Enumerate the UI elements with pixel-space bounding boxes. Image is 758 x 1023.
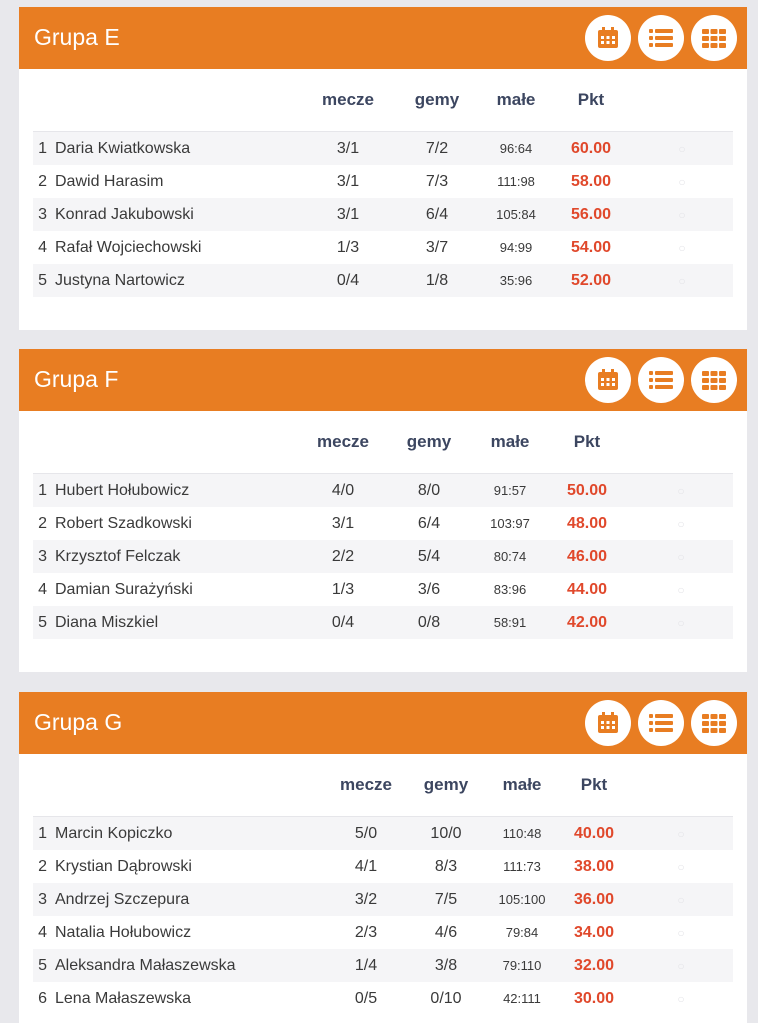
points-value: 40.00 bbox=[559, 817, 629, 851]
grid-icon bbox=[702, 713, 726, 733]
position: 3 bbox=[33, 883, 55, 916]
games-value: 5/4 bbox=[383, 540, 475, 573]
list-icon bbox=[649, 28, 673, 48]
position: 2 bbox=[38, 514, 47, 532]
column-header-matches: mecze bbox=[303, 411, 383, 474]
games-value: 7/3 bbox=[425, 172, 449, 190]
group-card-e bbox=[19, 7, 747, 330]
grid-view-button[interactable] bbox=[691, 15, 737, 61]
points-value: 60.00 bbox=[551, 132, 631, 166]
table-row[interactable] bbox=[33, 198, 733, 231]
small-points-value: 103:97 bbox=[490, 516, 530, 531]
grid-icon bbox=[702, 28, 726, 48]
column-header-points: Pkt bbox=[545, 411, 629, 474]
player-name[interactable]: Lena Małaszewska bbox=[55, 989, 192, 1007]
matches-value: 3/1 bbox=[303, 132, 393, 166]
table-header-row bbox=[33, 411, 733, 474]
points-value: 34.00 bbox=[573, 923, 615, 941]
small-points-value: 35:96 bbox=[481, 264, 551, 297]
row-indicator-icon: ○ bbox=[678, 240, 686, 255]
group-header bbox=[19, 349, 747, 411]
games-value: 8/0 bbox=[383, 474, 475, 508]
position: 3 bbox=[33, 198, 55, 231]
column-header-games: gemy bbox=[393, 69, 481, 132]
table-row[interactable] bbox=[33, 916, 733, 949]
games-value: 3/7 bbox=[425, 238, 449, 256]
row-indicator-icon: ○ bbox=[631, 264, 733, 297]
player-name[interactable]: Dawid Harasim bbox=[55, 172, 164, 190]
points-value: 30.00 bbox=[573, 989, 615, 1007]
small-points-value: 110:48 bbox=[485, 817, 559, 851]
group-title: Grupa F bbox=[34, 366, 119, 392]
small-points-value: 42:111 bbox=[503, 991, 541, 1006]
group-card-g bbox=[19, 692, 747, 1023]
small-points-value: 111:98 bbox=[497, 174, 535, 189]
position: 5 bbox=[33, 949, 55, 982]
games-value: 6/4 bbox=[417, 514, 441, 532]
games-value: 0/8 bbox=[383, 606, 475, 639]
games-value: 4/6 bbox=[434, 923, 458, 941]
position: 1 bbox=[33, 132, 55, 166]
position: 2 bbox=[38, 857, 47, 875]
player-name[interactable]: Krystian Dąbrowski bbox=[55, 857, 192, 875]
matches-value: 2/3 bbox=[354, 923, 378, 941]
games-value: 7/2 bbox=[393, 132, 481, 166]
small-points-value: 105:84 bbox=[481, 198, 551, 231]
table-row[interactable] bbox=[33, 949, 733, 982]
points-value: 42.00 bbox=[545, 606, 629, 639]
grid-icon bbox=[702, 370, 726, 390]
row-indicator-icon: ○ bbox=[629, 949, 733, 982]
points-value: 36.00 bbox=[559, 883, 629, 916]
row-indicator-icon: ○ bbox=[629, 817, 733, 851]
games-value: 6/4 bbox=[393, 198, 481, 231]
group-title: Grupa G bbox=[34, 709, 123, 735]
matches-value: 0/4 bbox=[303, 606, 383, 639]
schedule-button[interactable] bbox=[585, 700, 631, 746]
player-name[interactable]: Krzysztof Felczak bbox=[55, 540, 303, 573]
matches-value: 0/4 bbox=[303, 264, 393, 297]
table-header-row bbox=[33, 69, 733, 132]
position: 2 bbox=[38, 172, 47, 190]
points-value: 32.00 bbox=[559, 949, 629, 982]
row-indicator-icon: ○ bbox=[629, 540, 733, 573]
player-name[interactable]: Damian Surażyński bbox=[55, 580, 193, 598]
matches-value: 3/1 bbox=[303, 198, 393, 231]
points-value: 44.00 bbox=[566, 580, 608, 598]
schedule-button[interactable] bbox=[585, 357, 631, 403]
small-points-value: 105:100 bbox=[485, 883, 559, 916]
points-value: 50.00 bbox=[545, 474, 629, 508]
small-points-value: 80:74 bbox=[475, 540, 545, 573]
row-indicator-icon: ○ bbox=[677, 859, 685, 874]
matches-value: 5/0 bbox=[325, 817, 407, 851]
list-view-button[interactable] bbox=[638, 700, 684, 746]
column-header-matches: mecze bbox=[303, 69, 393, 132]
row-indicator-icon: ○ bbox=[629, 606, 733, 639]
table-row[interactable] bbox=[33, 982, 733, 1015]
small-points-value: 91:57 bbox=[475, 474, 545, 508]
group-card-f bbox=[19, 349, 747, 672]
points-value: 38.00 bbox=[573, 857, 615, 875]
table-row[interactable] bbox=[33, 264, 733, 297]
list-view-button[interactable] bbox=[638, 15, 684, 61]
points-value: 48.00 bbox=[566, 514, 608, 532]
small-points-value: 83:96 bbox=[493, 582, 527, 597]
games-value: 8/3 bbox=[434, 857, 458, 875]
table-row[interactable] bbox=[33, 474, 733, 508]
table-row[interactable] bbox=[33, 231, 733, 264]
small-points-value: 96:64 bbox=[481, 132, 551, 166]
row-indicator-icon: ○ bbox=[629, 883, 733, 916]
matches-value: 1/4 bbox=[325, 949, 407, 982]
row-indicator-icon: ○ bbox=[629, 474, 733, 508]
games-value: 3/6 bbox=[417, 580, 441, 598]
table-row[interactable] bbox=[33, 606, 733, 639]
points-value: 46.00 bbox=[545, 540, 629, 573]
column-header-matches: mecze bbox=[325, 754, 407, 817]
table-header-row bbox=[33, 754, 733, 817]
small-points-value: 58:91 bbox=[475, 606, 545, 639]
position: 1 bbox=[33, 474, 55, 508]
player-name[interactable]: Natalia Hołubowicz bbox=[55, 923, 192, 941]
list-view-button[interactable] bbox=[638, 357, 684, 403]
row-indicator-icon: ○ bbox=[631, 198, 733, 231]
player-name[interactable]: Robert Szadkowski bbox=[55, 514, 192, 532]
row-indicator-icon: ○ bbox=[677, 991, 685, 1006]
column-header-points: Pkt bbox=[551, 69, 631, 132]
group-header bbox=[19, 692, 747, 754]
row-indicator-icon: ○ bbox=[677, 582, 685, 597]
list-icon bbox=[649, 713, 673, 733]
matches-value: 1/3 bbox=[336, 238, 360, 256]
table-row[interactable] bbox=[33, 165, 733, 198]
games-value: 10/0 bbox=[407, 817, 485, 851]
grid-view-button[interactable] bbox=[691, 700, 737, 746]
position: 6 bbox=[38, 989, 47, 1007]
games-value: 1/8 bbox=[393, 264, 481, 297]
player-name[interactable]: Hubert Hołubowicz bbox=[55, 474, 303, 508]
column-header-small: małe bbox=[475, 411, 545, 474]
games-value: 7/5 bbox=[407, 883, 485, 916]
points-value: 52.00 bbox=[551, 264, 631, 297]
points-value: 54.00 bbox=[570, 238, 612, 256]
small-points-value: 94:99 bbox=[499, 240, 533, 255]
row-indicator-icon: ○ bbox=[678, 174, 686, 189]
player-name[interactable]: Konrad Jakubowski bbox=[55, 198, 303, 231]
player-name[interactable]: Marcin Kopiczko bbox=[55, 817, 325, 851]
matches-value: 4/1 bbox=[354, 857, 378, 875]
games-value: 0/10 bbox=[430, 989, 462, 1007]
position: 3 bbox=[33, 540, 55, 573]
position: 5 bbox=[33, 264, 55, 297]
games-value: 3/8 bbox=[407, 949, 485, 982]
matches-value: 1/3 bbox=[331, 580, 355, 598]
standings-table bbox=[33, 754, 733, 1015]
column-header-small: małe bbox=[485, 754, 559, 817]
points-value: 58.00 bbox=[570, 172, 612, 190]
group-title: Grupa E bbox=[34, 24, 120, 50]
matches-value: 3/1 bbox=[336, 172, 360, 190]
player-name[interactable]: Daria Kwiatkowska bbox=[55, 132, 303, 166]
column-header-games: gemy bbox=[383, 411, 475, 474]
matches-value: 4/0 bbox=[303, 474, 383, 508]
list-icon bbox=[649, 370, 673, 390]
matches-value: 0/5 bbox=[354, 989, 378, 1007]
schedule-button[interactable] bbox=[585, 15, 631, 61]
row-indicator-icon: ○ bbox=[677, 516, 685, 531]
grid-view-button[interactable] bbox=[691, 357, 737, 403]
standings-table bbox=[33, 69, 733, 297]
table-row[interactable] bbox=[33, 507, 733, 540]
matches-value: 2/2 bbox=[303, 540, 383, 573]
table-row[interactable] bbox=[33, 573, 733, 606]
calendar-icon bbox=[597, 369, 619, 391]
player-name[interactable]: Aleksandra Małaszewska bbox=[55, 949, 325, 982]
group-header bbox=[19, 7, 747, 69]
position: 5 bbox=[33, 606, 55, 639]
column-header-games: gemy bbox=[407, 754, 485, 817]
matches-value: 3/1 bbox=[331, 514, 355, 532]
player-name[interactable]: Diana Miszkiel bbox=[55, 606, 303, 639]
table-row[interactable] bbox=[33, 883, 733, 916]
points-value: 56.00 bbox=[551, 198, 631, 231]
small-points-value: 79:110 bbox=[485, 949, 559, 982]
small-points-value: 79:84 bbox=[505, 925, 539, 940]
standings-table bbox=[33, 411, 733, 639]
table-row[interactable] bbox=[33, 850, 733, 883]
column-header-points: Pkt bbox=[559, 754, 629, 817]
table-row[interactable] bbox=[33, 132, 733, 166]
calendar-icon bbox=[597, 27, 619, 49]
player-name[interactable]: Andrzej Szczepura bbox=[55, 883, 325, 916]
row-indicator-icon: ○ bbox=[677, 925, 685, 940]
matches-value: 3/2 bbox=[325, 883, 407, 916]
position: 4 bbox=[38, 238, 47, 256]
position: 4 bbox=[38, 580, 47, 598]
position: 1 bbox=[33, 817, 55, 851]
table-row[interactable] bbox=[33, 817, 733, 851]
player-name[interactable]: Rafał Wojciechowski bbox=[55, 238, 202, 256]
small-points-value: 111:73 bbox=[503, 859, 541, 874]
table-row[interactable] bbox=[33, 540, 733, 573]
player-name[interactable]: Justyna Nartowicz bbox=[55, 264, 303, 297]
column-header-small: małe bbox=[481, 69, 551, 132]
row-indicator-icon: ○ bbox=[631, 132, 733, 166]
calendar-icon bbox=[597, 712, 619, 734]
position: 4 bbox=[38, 923, 47, 941]
